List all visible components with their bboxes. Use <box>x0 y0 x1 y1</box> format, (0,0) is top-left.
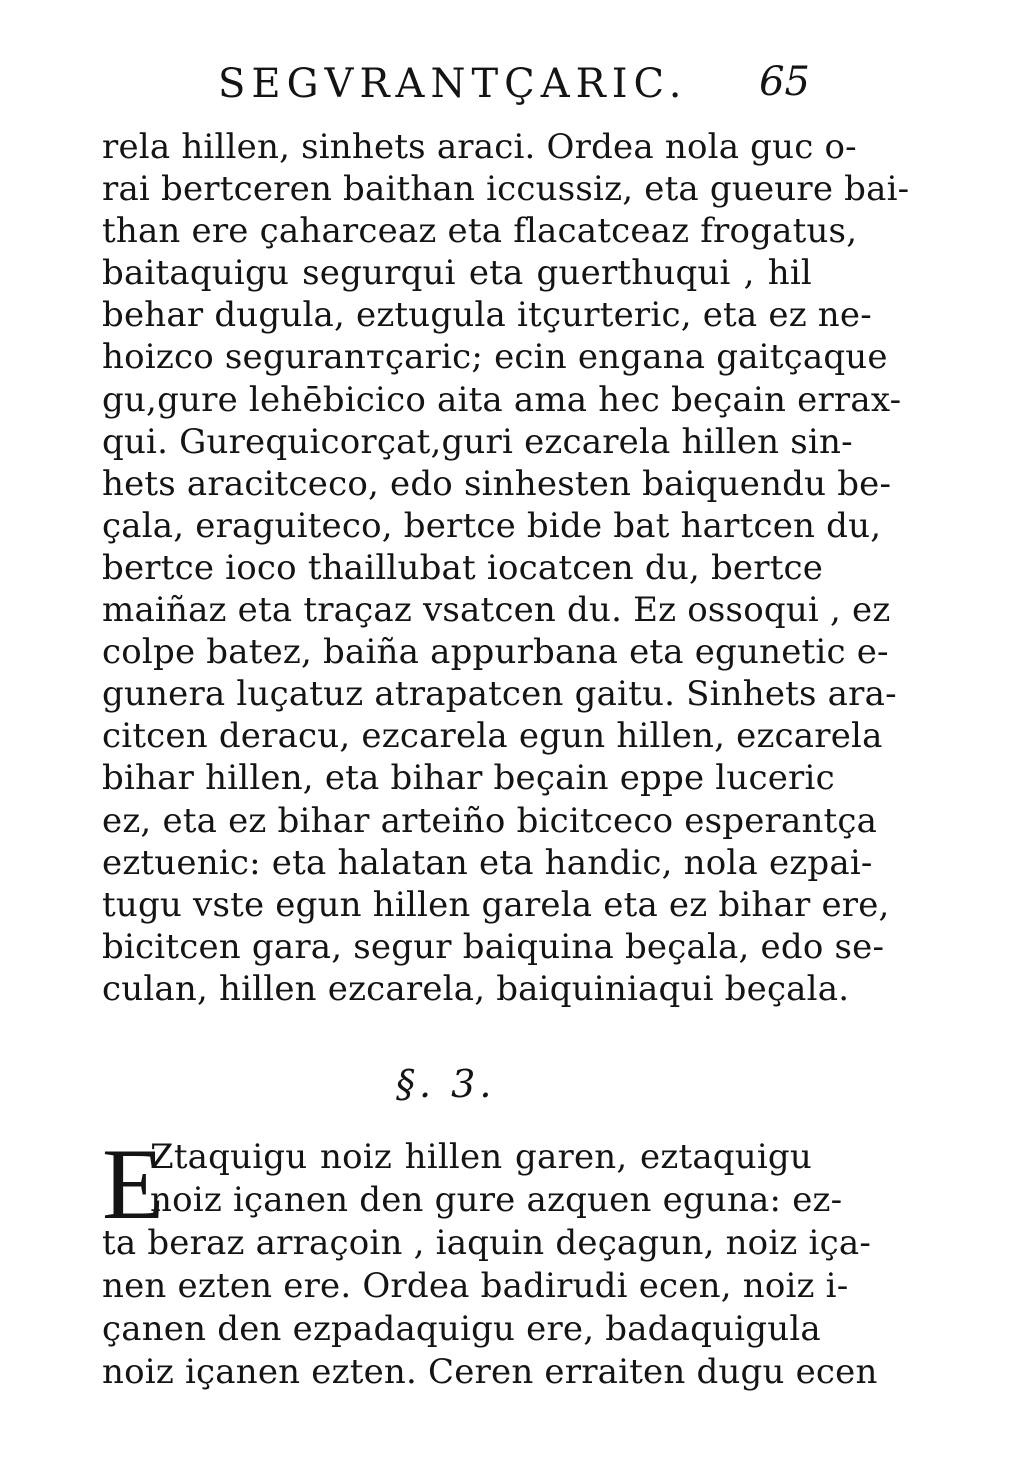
text-line: gu,gure lehēbicico aita ama hec beçain errax- <box>102 379 902 420</box>
text-line: noiz içanen den gure azquen eguna: ez- <box>150 1180 843 1220</box>
text-line: qui. Gurequicorçat,guri ezcarela hillen sin- <box>102 421 853 462</box>
text-line: eztuenic: eta halatan eta handic, nola ezpai- <box>102 842 873 883</box>
text-line: bicitcen gara, segur baiquina beçala, edo se- <box>102 926 885 967</box>
text-line: nen ezten ere. Ordea badirudi ecen, noiz i- <box>102 1266 849 1306</box>
text-line: hoizco seguranтçaric; ecin engana gaitçaque <box>102 337 888 378</box>
paragraph-1 <box>102 126 910 1010</box>
drop-cap: E <box>102 1128 165 1241</box>
text-line: bertce ioco thaillubat iocatcen du, bertce <box>102 547 824 588</box>
text-line: citcen deracu, ezcarela egun hillen, ezcarela <box>102 716 883 757</box>
section-heading: §. 3. <box>396 1062 496 1106</box>
text-line: behar dugula, eztugula itçurteric, eta ez ne- <box>102 295 872 336</box>
text-line: maiñaz eta traçaz vsatcen du. Ez ossoqui , ez <box>102 590 891 631</box>
text-line: çala, eraguiteco, bertce bide bat hartcen du, <box>102 505 882 546</box>
text-line: colpe batez, baiña appurbana eta egunetic e- <box>102 632 889 673</box>
text-line: baitaquigu segurqui eta guerthuqui , hil <box>102 253 812 294</box>
text-line: rai bertceren baithan iccussiz, eta gueure bai- <box>102 169 910 210</box>
text-line: çanen den ezpadaquigu ere, badaquigula <box>102 1309 821 1349</box>
running-head <box>100 52 810 112</box>
paragraph-2-lines <box>102 1222 878 1394</box>
running-title: SEGVRANTÇARIC. <box>218 61 688 107</box>
text-line: rela hillen, sinhets araci. Ordea nola guc o- <box>102 127 857 167</box>
text-line: culan, hillen ezcarela, baiquiniaqui beçala. <box>102 968 850 1009</box>
drop-cap-indented-lines <box>150 1136 843 1222</box>
text-line: than ere çaharceaz eta flacatceaz frogatus, <box>102 211 858 252</box>
text-line: ta beraz arraçoin , iaquin deçagun, noiz iça- <box>102 1223 872 1263</box>
text-line: noiz içanen ezten. Ceren erraiten dugu ecen <box>102 1352 878 1392</box>
text-line: ez, eta ez bihar arteiño bicitceco esperantça <box>102 800 878 841</box>
text-line: bihar hillen, eta bihar beçain eppe luceric <box>102 758 835 799</box>
text-line: hets aracitceco, edo sinhesten baiquendu be- <box>102 463 892 504</box>
text-line: Ztaquigu noiz hillen garen, eztaquigu <box>150 1137 812 1177</box>
text-line: tugu vste egun hillen garela eta ez bihar ere, <box>102 884 890 925</box>
page-number: 65 <box>759 59 810 105</box>
text-line: gunera luçatuz atrapatcen gaitu. Sinhets ara- <box>102 674 897 715</box>
